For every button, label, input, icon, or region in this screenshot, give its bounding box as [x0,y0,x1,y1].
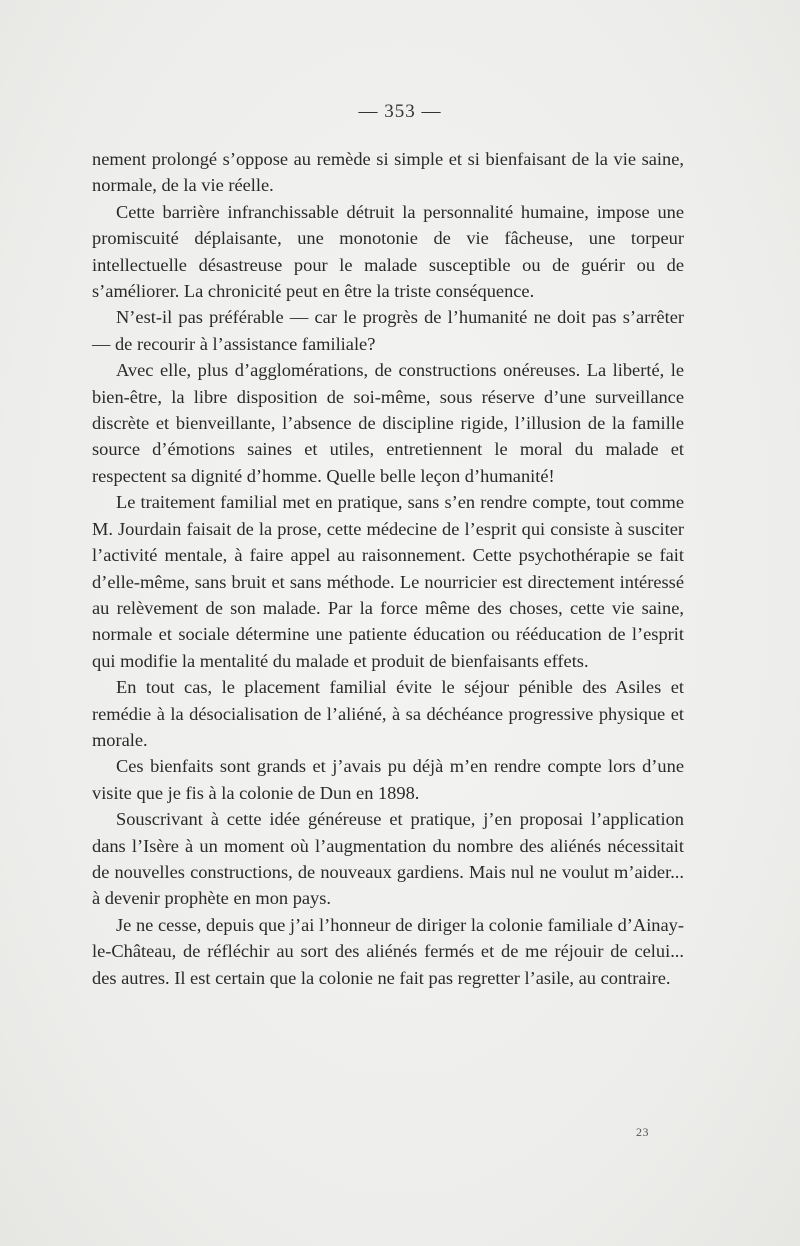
paragraph: Le traitement familial met en pratique, sans s’en rendre compte, tout comme M. Jourdain faisait de la prose, cette médecine de l’esprit qui consiste à susciter l’activité mentale, à faire appel au raisonnement. Cette psychothérapie se fait d’elle-même, sans bruit et sans méthode. Le nourricier est directement intéressé au relèvement de son malade. Par la force même des choses, cette vie saine, normale et sociale détermine une patiente éducation ou rééducation de l’esprit qui modifie la mentalité du malade et produit de bienfaisants effets. [92,492,684,671]
body-text [92,146,684,991]
signature-mark: 23 [636,1125,649,1139]
paragraph: En tout cas, le placement familial évite le séjour pénible des Asiles et remédie à la désocialisation de l’aliéné, à sa déchéance progressive physique et morale. [92,677,684,750]
paragraph: Avec elle, plus d’agglomérations, de constructions onéreuses. La liberté, le bien-être, la libre disposition de soi-même, sous réserve d’une surveillance discrète et bienveillante, l’absence de discipline rigide, l’illusion de la famille source d’émotions saines et utiles, entretiennent le moral du malade et respectent sa dignité d’homme. Quelle belle leçon d’humanité! [92,360,684,486]
paragraph: nement prolongé s’oppose au remède si simple et si bienfaisant de la vie saine, normale, de la vie réelle. [92,149,684,196]
paragraph: Je ne cesse, depuis que j’ai l’honneur de diriger la colonie familiale d’Ainay-le-Château, de réfléchir au sort des aliénés fermés et de me réjouir de celui... des autres. Il est certain que la colonie ne fait pas regretter l’asile, au contraire. [92,914,684,988]
paragraph: N’est-il pas préférable — car le progrès de l’humanité ne doit pas s’arrêter — de recourir à l’assistance familiale? [92,307,684,354]
page-number: — 353 — [358,101,442,122]
paragraph: Cette barrière infranchissable détruit la personnalité humaine, impose une promiscuité déplaisante, une monotonie de vie fâcheuse, une torpeur intellectuelle désastreuse pour le malade susceptible ou de guérir ou de s’améliorer. La chronicité peut en être la triste conséquence. [92,201,684,302]
paragraph: Souscrivant à cette idée généreuse et pratique, j’en proposai l’application dans l’Isère à un moment où l’augmentation du nombre des aliénés nécessitait de nouvelles constructions, de nouveaux gardiens. Mais nul ne voulut m’aider... à devenir prophète en mon pays. [92,809,684,909]
paragraph: Ces bienfaits sont grands et j’avais pu déjà m’en rendre compte lors d’une visite que je fis à la colonie de Dun en 1898. [92,756,684,803]
